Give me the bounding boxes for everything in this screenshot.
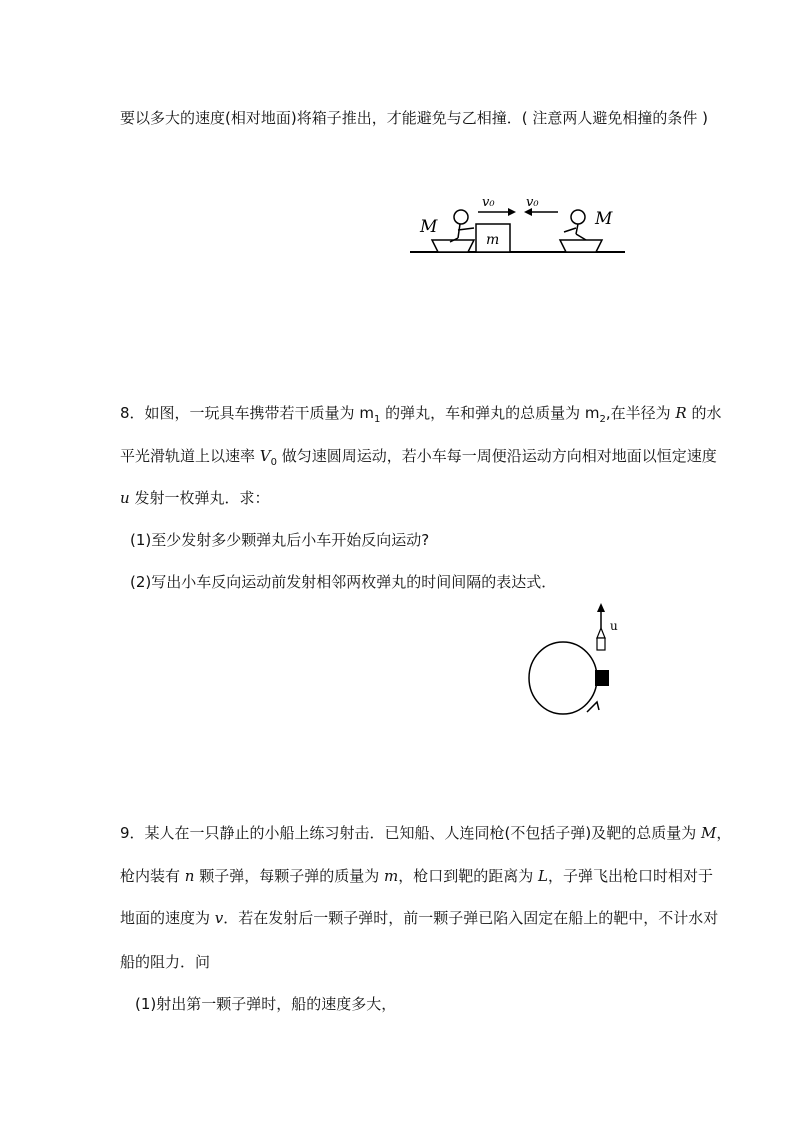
box-mass-label: m <box>486 232 500 248</box>
q7-figure-collision <box>410 195 630 258</box>
toy-car <box>595 670 609 686</box>
q7-text-line: 要以多大的速度(相对地面)将箱子推出，才能避免与乙相撞．( 注意两人避免相撞的条件 ) <box>120 109 708 127</box>
q9-line-3: 地面的速度为 v．若在发射后一颗子弹时，前一颗子弹已陷入固定在船上的靶中，不计水对 <box>120 909 719 927</box>
q8-subquestion-2: (2)写出小车反向运动前发射相邻两枚弹丸的时间间隔的表达式． <box>130 573 557 591</box>
circular-track <box>529 642 597 714</box>
right-person-head <box>571 210 585 224</box>
v-left-arrowhead <box>508 208 516 216</box>
projectile-body <box>597 638 605 650</box>
right-person-body <box>564 224 586 240</box>
q8-line-3: u 发射一枚弹丸．求： <box>120 489 270 507</box>
projectile <box>597 628 605 638</box>
left-mass-label: M <box>420 217 438 237</box>
right-boat <box>560 240 602 252</box>
q9-line-4: 船的阻力．问 <box>120 953 211 971</box>
u-arrowhead <box>597 603 605 612</box>
q9-line-1: 9．某人在一只静止的小船上练习射击．已知船、人连同枪(不包括子弹)及靶的总质量为 M， <box>120 824 732 842</box>
right-mass-label: M <box>595 209 613 229</box>
u-label: u <box>610 619 618 633</box>
q8-subquestion-1: (1)至少发射多少颗弹丸后小车开始反向运动? <box>130 531 430 549</box>
q8-figure-circular-track <box>525 600 635 720</box>
q9-line-2: 枪内装有 n 颗子弹，每颗子弹的质量为 m，枪口到靶的距离为 L，子弹飞出枪口时相对于 <box>120 867 713 885</box>
q8-line-2: 平光滑轨道上以速率 $V_0$ 做匀速圆周运动，若小车每一周便沿运动方向相对地面以恒定速度 <box>120 447 717 468</box>
q8-line-1: 8．如图，一玩具车携带若干质量为 $m_1$ 的弹丸，车和弹丸的总质量为 $m_2$,在半径为 R 的水 <box>120 404 722 425</box>
v-right-label: v₀ <box>526 195 539 210</box>
left-person-head <box>454 210 468 224</box>
v-left-label: v₀ <box>482 195 495 210</box>
q9-subquestion-1: (1)射出第一颗子弹时，船的速度多大， <box>135 995 397 1013</box>
left-boat <box>432 240 474 252</box>
motion-direction-arrow <box>587 702 599 712</box>
